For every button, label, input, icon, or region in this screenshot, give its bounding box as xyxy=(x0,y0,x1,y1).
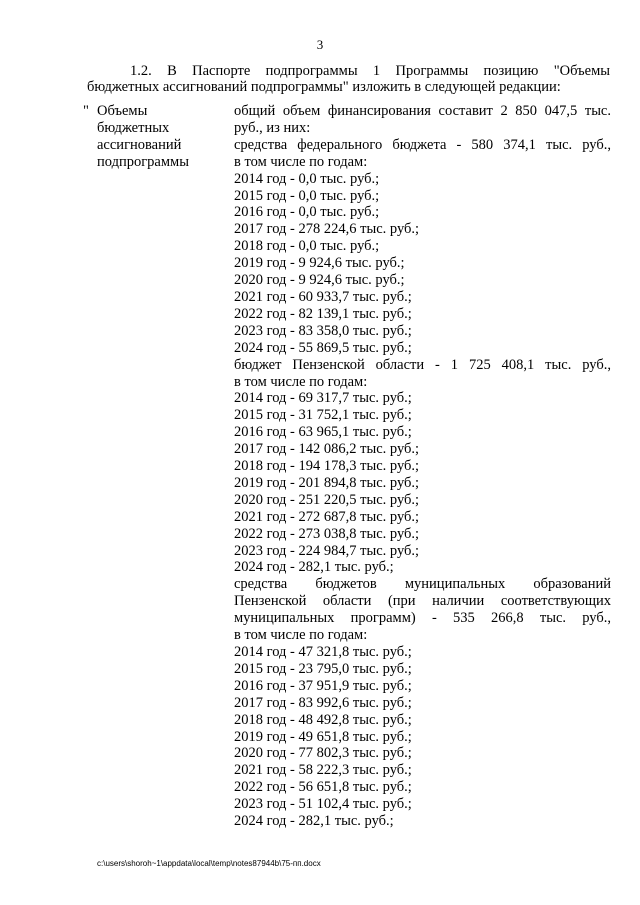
position-label xyxy=(97,103,222,171)
year-funding-line: 2016 год - 37 951,9 тыс. руб.; xyxy=(234,677,412,694)
year-funding-line: 2023 год - 83 358,0 тыс. руб.; xyxy=(234,322,412,339)
year-funding-line: 2014 год - 69 317,7 тыс. руб.; xyxy=(234,390,412,407)
year-funding-line: 2020 год - 9 924,6 тыс. руб.; xyxy=(234,272,405,289)
year-funding-line: 2015 год - 23 795,0 тыс. руб.; xyxy=(234,660,412,677)
year-funding-line: 2019 год - 49 651,8 тыс. руб.; xyxy=(234,728,412,745)
year-funding-line: 2016 год - 0,0 тыс. руб.; xyxy=(234,204,380,221)
federal-subheader: в том числе по годам: xyxy=(234,153,368,170)
year-funding-line: 2021 год - 58 222,3 тыс. руб.; xyxy=(234,762,412,779)
year-funding-line: 2021 год - 60 933,7 тыс. руб.; xyxy=(234,288,412,305)
year-funding-line: 2023 год - 224 984,7 тыс. руб.; xyxy=(234,542,420,559)
federal-years-list xyxy=(234,171,611,357)
year-funding-line: 2019 год - 201 894,8 тыс. руб.; xyxy=(234,474,420,491)
opening-quote-mark: " xyxy=(83,103,89,119)
total-funding-line: общий объем финансирования составит 2 850 047,5 тыс. xyxy=(234,103,611,119)
municipal-years-list xyxy=(234,644,611,830)
year-funding-line: 2023 год - 51 102,4 тыс. руб.; xyxy=(234,796,412,813)
year-funding-line: 2022 год - 56 651,8 тыс. руб.; xyxy=(234,779,412,796)
year-funding-line: 2020 год - 251 220,5 тыс. руб.; xyxy=(234,491,420,508)
year-funding-line: 2017 год - 278 224,6 тыс. руб.; xyxy=(234,221,420,238)
year-funding-line: 2024 год - 55 869,5 тыс. руб.; xyxy=(234,339,412,356)
intro-paragraph xyxy=(87,63,610,95)
year-funding-line: 2015 год - 31 752,1 тыс. руб.; xyxy=(234,407,412,424)
total-funding-line: руб., из них: xyxy=(234,119,311,136)
label-line: подпрограммы xyxy=(97,153,189,170)
year-funding-line: 2021 год - 272 687,8 тыс. руб.; xyxy=(234,508,420,525)
municipal-header: средства бюджетов муниципальных образований xyxy=(234,576,611,593)
year-funding-line: 2018 год - 194 178,3 тыс. руб.; xyxy=(234,458,420,475)
regional-years-list xyxy=(234,390,611,576)
year-funding-line: 2014 год - 0,0 тыс. руб.; xyxy=(234,170,380,187)
municipal-header: муниципальных программ) - 535 266,8 тыс. руб., xyxy=(234,610,611,627)
year-funding-line: 2018 год - 48 492,8 тыс. руб.; xyxy=(234,711,412,728)
intro-line-2: бюджетных ассигнований подпрограммы" изложить в следующей редакции: xyxy=(87,79,561,95)
funding-content xyxy=(234,103,611,830)
year-funding-line: 2016 год - 63 965,1 тыс. руб.; xyxy=(234,424,412,441)
label-line: бюджетных xyxy=(97,119,170,136)
year-funding-line: 2017 год - 83 992,6 тыс. руб.; xyxy=(234,694,412,711)
regional-header: бюджет Пензенской области - 1 725 408,1 тыс. руб., xyxy=(234,356,611,373)
year-funding-line: 2014 год - 47 321,8 тыс. руб.; xyxy=(234,644,412,660)
year-funding-line: 2017 год - 142 086,2 тыс. руб.; xyxy=(234,441,420,458)
federal-header: средства федерального бюджета - 580 374,1 тыс. руб., xyxy=(234,136,611,153)
label-line: Объемы xyxy=(97,103,148,119)
year-funding-line: 2018 год - 0,0 тыс. руб.; xyxy=(234,238,380,255)
year-funding-line: 2020 год - 77 802,3 тыс. руб.; xyxy=(234,745,412,762)
label-line: ассигнований xyxy=(97,136,182,153)
municipal-header: Пензенской области (при наличии соответствующих xyxy=(234,593,611,610)
year-funding-line: 2019 год - 9 924,6 тыс. руб.; xyxy=(234,255,405,272)
page-number: 3 xyxy=(316,37,324,52)
footer-file-path: c:\users\shoroh~1\appdata\local\temp\notes87944b\75-пп.docx xyxy=(97,859,321,868)
year-funding-line: 2015 год - 0,0 тыс. руб.; xyxy=(234,187,380,204)
regional-subheader: в том числе по годам: xyxy=(234,373,368,390)
intro-line-1: 1.2. В Паспорте подпрограммы 1 Программы позицию "Объемы xyxy=(130,63,610,79)
year-funding-line: 2024 год - 282,1 тыс. руб.; xyxy=(234,813,394,830)
municipal-subheader: в том числе по годам: xyxy=(234,627,368,644)
year-funding-line: 2022 год - 273 038,8 тыс. руб.; xyxy=(234,525,420,542)
year-funding-line: 2022 год - 82 139,1 тыс. руб.; xyxy=(234,305,412,322)
year-funding-line: 2024 год - 282,1 тыс. руб.; xyxy=(234,559,394,576)
